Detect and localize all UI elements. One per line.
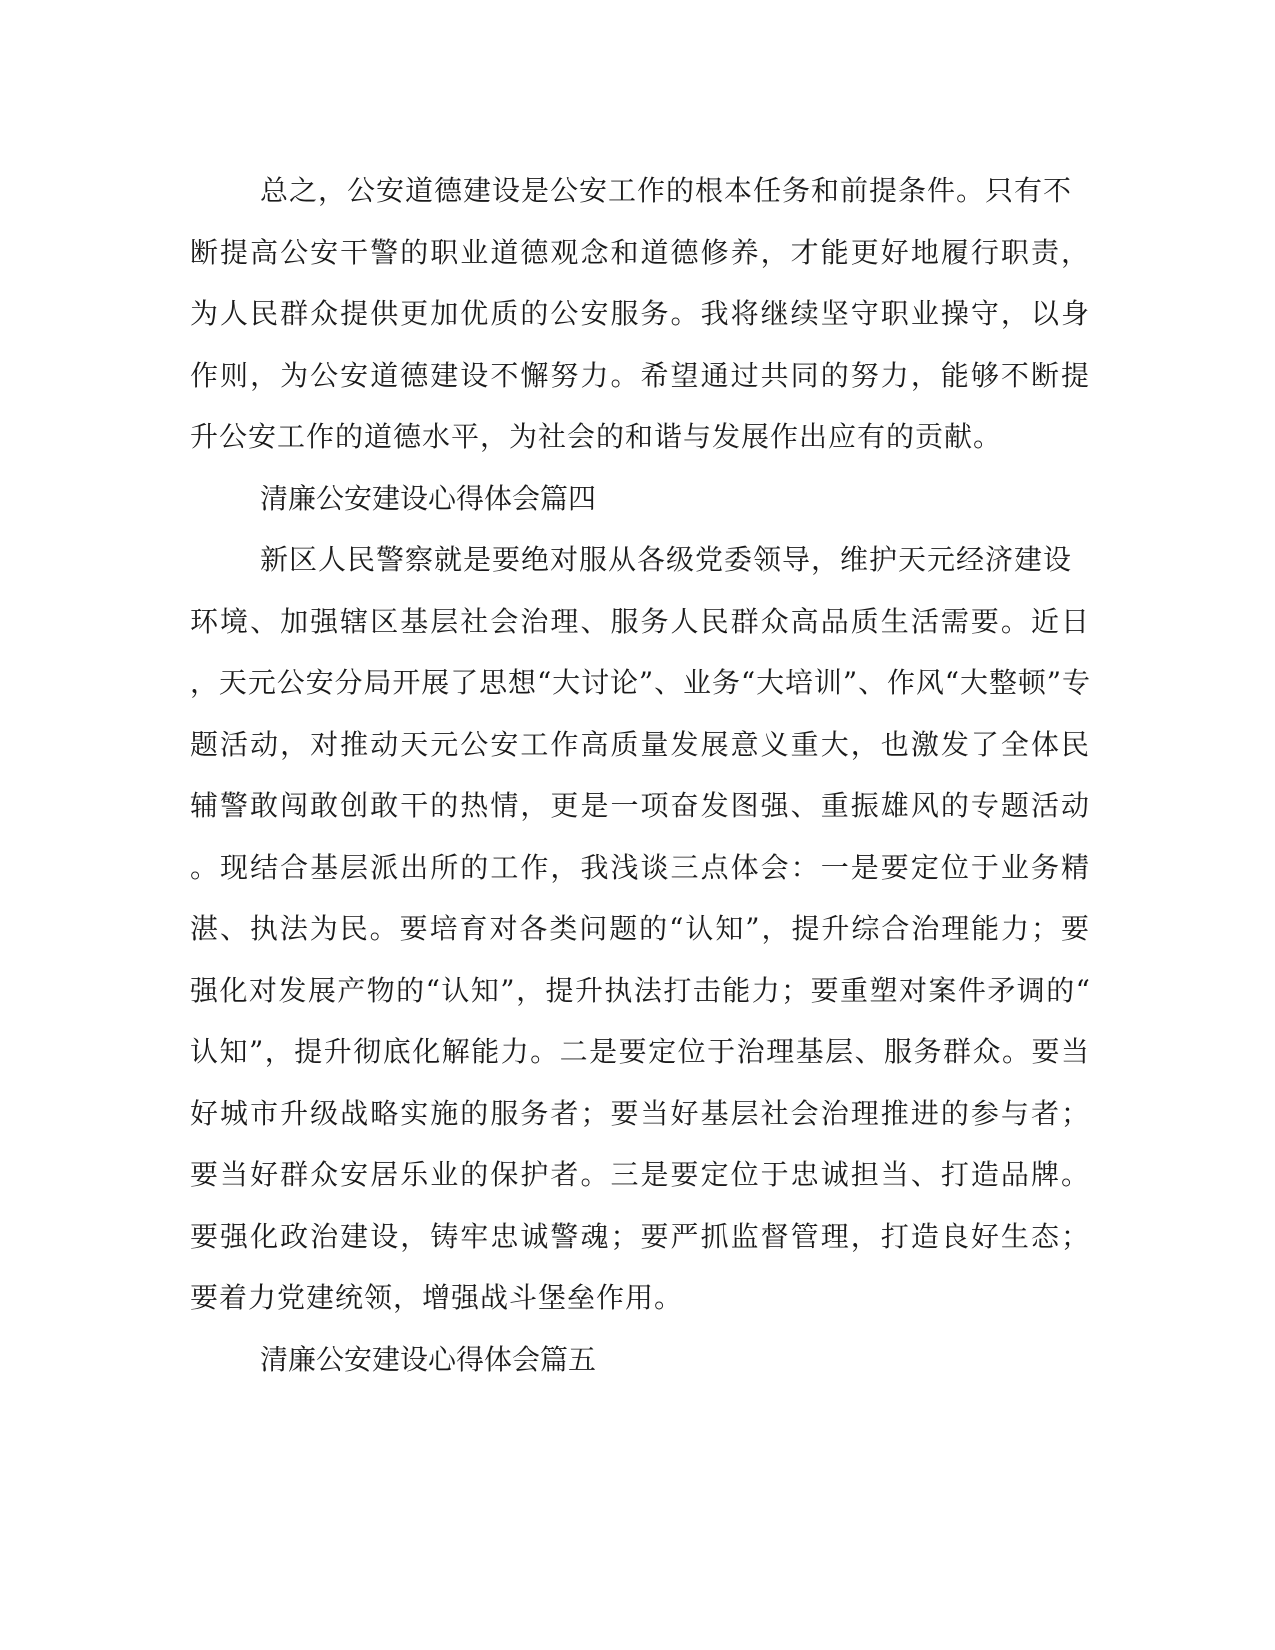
paragraph-1-line-1: 总之，公安道德建设是公安工作的根本任务和前提条件。只有不 xyxy=(260,174,1073,207)
paragraph-2-line-12: 要强化政治建设，铸牢忠诚警魂；要严抓监督管理，打造良好生态； xyxy=(190,1219,1090,1253)
paragraph-2-line-7: 湛、执法为民。要培育对各类问题的“认知”，提升综合治理能力；要 xyxy=(190,912,1090,945)
document-body xyxy=(190,160,1090,1390)
paragraph-2-line-1: 新区人民警察就是要绝对服从各级党委领导，维护天元经济建设 xyxy=(260,543,1073,576)
section-heading-4: 清廉公安建设心得体会篇四 xyxy=(260,481,597,515)
paragraph-1-line-2: 断提高公安干警的职业道德观念和道德修养，才能更好地履行职责， xyxy=(190,235,1090,269)
paragraph-2-line-8: 强化对发展产物的“认知”，提升执法打击能力；要重塑对案件矛调的“ xyxy=(190,973,1090,1007)
paragraph-2-line-9: 认知”，提升彻底化解能力。二是要定位于治理基层、服务群众。要当 xyxy=(190,1035,1090,1068)
paragraph-1-line-3: 为人民群众提供更加优质的公安服务。我将继续坚守职业操守，以身 xyxy=(190,297,1090,330)
paragraph-2-line-3: ，天元公安分局开展了思想“大讨论”、业务“大培训”、作风“大整顿”专 xyxy=(190,666,1090,699)
paragraph-2-line-5: 辅警敢闯敢创敢干的热情，更是一项奋发图强、重振雄风的专题活动 xyxy=(190,789,1090,822)
paragraph-1-line-4: 作则，为公安道德建设不懈努力。希望通过共同的努力，能够不断提 xyxy=(190,358,1090,392)
paragraph-2-line-4: 题活动，对推动天元公安工作高质量发展意义重大，也激发了全体民 xyxy=(190,727,1090,761)
section-heading-5: 清廉公安建设心得体会篇五 xyxy=(260,1342,597,1376)
paragraph-2-line-2: 环境、加强辖区基层社会治理、服务人民群众高品质生活需要。近日 xyxy=(190,604,1090,638)
paragraph-2-line-10: 好城市升级战略实施的服务者；要当好基层社会治理推进的参与者； xyxy=(190,1096,1090,1130)
paragraph-2-line-13: 要着力党建统领，增强战斗堡垒作用。 xyxy=(190,1281,684,1314)
paragraph-2-line-6: 。现结合基层派出所的工作，我浅谈三点体会：一是要定位于业务精 xyxy=(190,850,1090,884)
paragraph-1-line-5: 升公安工作的道德水平，为社会的和谐与发展作出应有的贡献。 xyxy=(190,420,1003,453)
paragraph-2-line-11: 要当好群众安居乐业的保护者。三是要定位于忠诚担当、打造品牌。 xyxy=(190,1158,1090,1191)
